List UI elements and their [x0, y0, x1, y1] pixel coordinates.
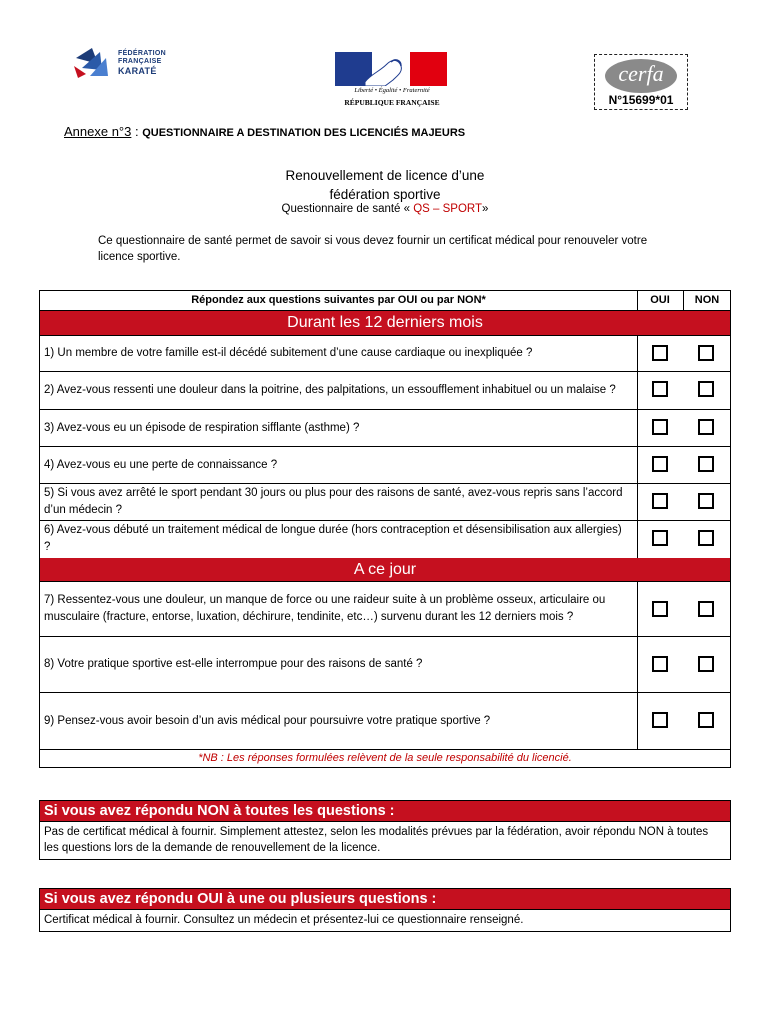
doc-title-line-1: Renouvellement de licence d’une — [285, 168, 485, 183]
annexe-heading: QUESTIONNAIRE A DESTINATION DES LICENCIÉS MAJEURS — [142, 127, 466, 139]
q2-oui-checkbox[interactable] — [652, 381, 668, 397]
q5-non-checkbox[interactable] — [698, 493, 714, 509]
q9-non-checkbox[interactable] — [698, 712, 714, 728]
annexe-title — [64, 124, 465, 139]
doc-subtitle — [0, 203, 770, 215]
question-8: 8) Votre pratique sportive est-elle interrompue pour des raisons de santé ? — [44, 658, 423, 670]
subtitle-qs-sport: QS – SPORT — [413, 203, 483, 215]
karate-fan-icon — [72, 44, 116, 84]
annexe-separator: : — [131, 124, 143, 139]
question-3: 3) Avez-vous eu un épisode de respiration sifflante (asthme) ? — [44, 421, 360, 434]
cerfa-number: N°15699*01 — [608, 93, 674, 107]
ffk-logo — [72, 44, 182, 86]
q3-oui-checkbox[interactable] — [652, 419, 668, 435]
outcome-no-text: Pas de certificat médical à fournir. Simplement attestez, selon les modalités prévues par la fédération, avoir répondu NON à toutes les questions lors de la demande de renouvellement de la licence. — [40, 821, 730, 859]
q5-oui-checkbox[interactable] — [652, 493, 668, 509]
cerfa-word: cerfa — [618, 61, 664, 86]
question-5: 5) Si vous avez arrêté le sport pendant 30 jours ou plus pour des raisons de santé, avez-vous repris sans l’accord d’un médecin ? — [44, 487, 623, 516]
cerfa-stamp — [594, 54, 688, 110]
outcome-yes-box — [39, 888, 731, 932]
q3-non-checkbox[interactable] — [698, 419, 714, 435]
q4-oui-checkbox[interactable] — [652, 456, 668, 472]
q6-oui-checkbox[interactable] — [652, 530, 668, 546]
question-2: 2) Avez-vous ressenti une douleur dans la poitrine, des palpitations, un essoufflement inhabituel ou un malaise ? — [44, 384, 616, 396]
section-12-months: Durant les 12 derniers mois — [40, 311, 730, 335]
outcome-no-heading: Si vous avez répondu NON à toutes les questions : — [40, 801, 730, 821]
doc-title-line-2: fédération sportive — [329, 187, 441, 202]
outcome-yes-text: Certificat médical à fournir. Consultez un médecin et présentez-lui ce questionnaire renseigné. — [40, 909, 730, 931]
republique-francaise-logo — [332, 52, 452, 110]
rf-motto: Liberté • Égalité • Fraternité — [354, 87, 430, 94]
ffk-line-3: KARATÉ — [118, 66, 157, 76]
questionnaire-table — [39, 290, 731, 768]
q9-oui-checkbox[interactable] — [652, 712, 668, 728]
q8-non-checkbox[interactable] — [698, 656, 714, 672]
nb-disclaimer: *NB : Les réponses formulées relèvent de la seule responsabilité du licencié. — [198, 752, 572, 764]
subtitle-suffix: » — [482, 203, 489, 215]
ffk-line-1: FÉDÉRATION — [118, 50, 166, 57]
subtitle-prefix: Questionnaire de santé « — [281, 203, 414, 215]
section-today: A ce jour — [40, 558, 730, 581]
doc-title — [0, 166, 770, 204]
question-1: 1) Un membre de votre famille est-il décédé subitement d’une cause cardiaque ou inexpliquée ? — [44, 347, 533, 359]
annexe-number: Annexe n°3 — [64, 124, 132, 139]
header-oui: OUI — [650, 294, 670, 306]
q6-non-checkbox[interactable] — [698, 530, 714, 546]
outcome-yes-heading: Si vous avez répondu OUI à une ou plusieurs questions : — [40, 889, 730, 909]
header-question: Répondez aux questions suivantes par OUI ou par NON* — [191, 294, 486, 306]
q7-non-checkbox[interactable] — [698, 601, 714, 617]
marianne-flag-icon — [335, 52, 447, 86]
header-non: NON — [694, 294, 720, 306]
q8-oui-checkbox[interactable] — [652, 656, 668, 672]
question-4: 4) Avez-vous eu une perte de connaissance ? — [44, 458, 278, 471]
rf-name: RÉPUBLIQUE FRANÇAISE — [344, 98, 440, 107]
ffk-line-2: FRANÇAISE — [118, 58, 162, 65]
outcome-no-box — [39, 800, 731, 860]
question-6: 6) Avez-vous débuté un traitement médical de longue durée (hors contraception et désensibilisation aux allergies) ? — [44, 524, 622, 553]
q4-non-checkbox[interactable] — [698, 456, 714, 472]
q2-non-checkbox[interactable] — [698, 381, 714, 397]
question-9: 9) Pensez-vous avoir besoin d’un avis médical pour poursuivre votre pratique sportive ? — [44, 714, 491, 727]
q1-non-checkbox[interactable] — [698, 345, 714, 361]
q1-oui-checkbox[interactable] — [652, 345, 668, 361]
q7-oui-checkbox[interactable] — [652, 601, 668, 617]
question-7: 7) Ressentez-vous une douleur, un manque de force ou une raideur suite à un problème osseux, articulaire ou musculaire (fracture, entorse, luxation, déchirure, tendinite, etc…) survenu durant les 12 derniers mois ? — [44, 594, 606, 623]
intro-paragraph: Ce questionnaire de santé permet de savoir si vous devez fournir un certificat médical pour renouveler votre licence sportive. — [98, 235, 648, 263]
